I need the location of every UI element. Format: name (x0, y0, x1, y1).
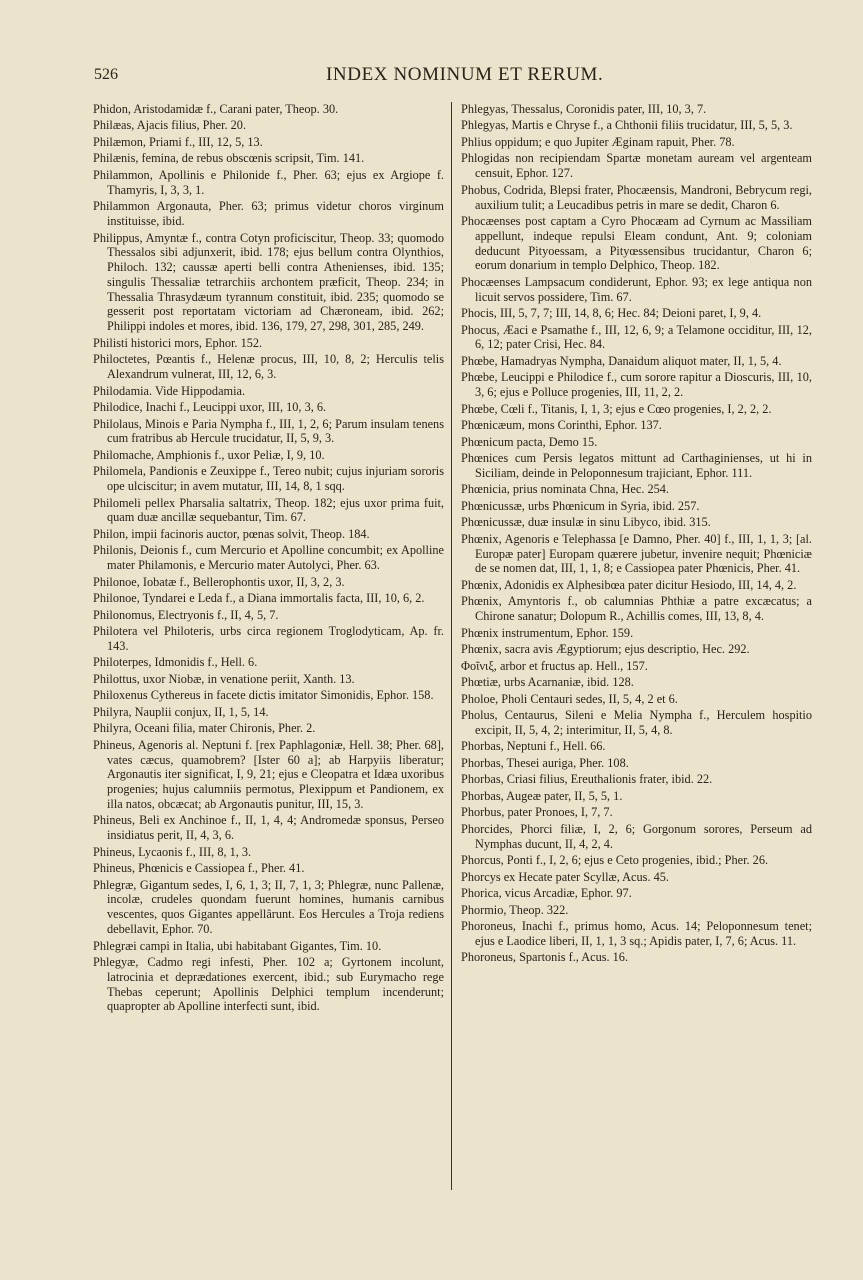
index-entry: Philomeli pellex Pharsalia saltatrix, Theop. 182; ejus uxor prima fuit, quam duæ ancillæ sequebantur, Tim. 67. (93, 495, 444, 525)
index-entry: Phœnix, Amyntoris f., ob calumnias Phthiæ a patre excæcatus; a Chirone sanatur; Dolopum R., Achillis comes, III, 13, 8, 4. (461, 594, 812, 624)
index-entry: Philisti historici mors, Ephor. 152. (93, 335, 263, 350)
index-entry: Phidon, Aristodamidæ f., Carani pater, Theop. 30. (93, 102, 339, 116)
index-entry: Phlegyas, Martis e Chryse f., a Chthonii filiis trucidatur, III, 5, 5, 3. (461, 118, 793, 133)
index-entry: Phœbe, Cœli f., Titanis, I, 1, 3; ejus e Cœo progenies, I, 2, 2, 2. (461, 401, 772, 416)
index-entry: Philodice, Inachi f., Leucippi uxor, III, 10, 3, 6. (93, 400, 327, 415)
index-entry: Philoterpes, Idmonidis f., Hell. 6. (93, 655, 258, 670)
index-entry: Philonomus, Electryonis f., II, 4, 5, 7. (93, 607, 279, 622)
index-entry: Phœtiæ, urbs Acarnaniæ, ibid. 128. (461, 675, 634, 690)
index-entry: Pholoe, Pholi Centauri sedes, II, 5, 4, 2 et 6. (461, 691, 678, 706)
index-entry: Philæas, Ajacis filius, Pher. 20. (93, 118, 247, 133)
index-entry: Philæmon, Priami f., III, 12, 5, 13. (93, 134, 263, 149)
index-entry: Philammon Argonauta, Pher. 63; primus videtur choros virginum instituisse, ibid. (93, 199, 444, 229)
index-entry: Phœnix, Adonidis ex Alphesibœa pater dicitur Hesiodo, III, 14, 4, 2. (461, 577, 797, 592)
index-entry: Philon, impii facinoris auctor, pœnas solvit, Theop. 184. (93, 526, 370, 541)
page-number: 526 (94, 66, 118, 83)
index-entry: Phocæenses post captam a Cyro Phocæam ad Cyrnum ac Massiliam appellunt, indeque repulsi Eleam condunt, Ant. 9; coloniam deducunt Pityoessam, a Pityœssensibus trucidantur, Charon 6; eorum donarium in templo Delphico, Theop. 182. (461, 214, 812, 273)
index-entry: Phineus, Agenoris al. Neptuni f. [rex Paphlagoniæ, Hell. 38; Pher. 68], vates cæcus, quamobrem? [Ister 60 a]; ab Harpyiis liberatur; Argonautis iter significat, I, 9, 21; ejus e Cleopatra et Idæa uxoribus progenies; hujus calumniis permotus, Plexippum et Pandionem, ex illa natos, obcæcat; ab Argonautis punitur, III, 15, 3. (93, 737, 444, 811)
index-entry: Phorcides, Phorci filiæ, I, 2, 6; Gorgonum sorores, Perseum ad Nymphas ducunt, II, 4, 2, 4. (461, 821, 812, 851)
index-entry: Phœnix, Agenoris e Telephassa [e Damno, Pher. 40] f., III, 1, 1, 3; [al. Europæ pater] Europam quærere jubetur, invenire nequit; Phœniciæ de se nomen dat, III, 1, 1, 8; e Cassiopea pater Phœnicis, Pher. 41. (461, 531, 812, 576)
right-column (461, 102, 812, 967)
index-entry: Phorbas, Neptuni f., Hell. 66. (461, 739, 606, 754)
index-entry: Phorbus, pater Pronoes, I, 7, 7. (461, 805, 613, 820)
index-entry: Phlegræi campi in Italia, ubi habitabant Gigantes, Tim. 10. (93, 938, 382, 953)
index-entry: Phoroneus, Spartonis f., Acus. 16. (461, 950, 629, 965)
index-entry: Pholus, Centaurus, Sileni e Melia Nympha f., Herculem hospitio excipit, II, 5, 4, 2; interimitur, II, 5, 4, 8. (461, 708, 812, 737)
left-column (93, 102, 444, 1016)
index-entry: Phœnicussæ, duæ insulæ in sinu Libyco, ibid. 315. (461, 515, 711, 530)
index-entry: Philænis, femina, de rebus obscœnis scripsit, Tim. 141. (93, 151, 365, 166)
index-entry: Philonoe, Tyndarei e Leda f., a Diana immortalis facta, III, 10, 6, 2. (93, 591, 425, 606)
index-entry: Philyra, Oceani filia, mater Chironis, Pher. 2. (93, 721, 316, 736)
index-entry: Phœnicussæ, urbs Phœnicum in Syria, ibid. 257. (461, 498, 700, 513)
index-entry: Phorcys ex Hecate pater Scyllæ, Acus. 45. (461, 869, 669, 884)
index-entry: Philodamia. Vide Hippodamia. (93, 383, 246, 398)
index-entry: Phlegyas, Thessalus, Coronidis pater, III, 10, 3, 7. (461, 102, 707, 116)
index-entry: Phœnix instrumentum, Ephor. 159. (461, 625, 634, 640)
index-entry: Phœnicæum, mons Corinthi, Ephor. 137. (461, 418, 662, 433)
index-entry: Phoroneus, Inachi f., primus homo, Acus. 14; Peloponnesum tenet; ejus e Laodice liberi, II, 1, 1, 3 sq.; Apidis pater, I, 7, 6; Acus. 11. (461, 919, 812, 948)
index-entry: Phlegyæ, Cadmo regi infesti, Pher. 102 a; Gyrtonem incolunt, latrocinia et deprædationes exercent, ibid.; sub Eurymacho rege Thebas ceperunt; Apollinis Delphici templum incenderunt; quapropter ab Apolline interfecti sunt, ibid. (93, 955, 444, 1014)
index-entry: Philomache, Amphionis f., uxor Peliæ, I, 9, 10. (93, 447, 325, 462)
index-entry: Philolaus, Minois e Paria Nympha f., III, 1, 2, 6; Parum insulam tenens cum fratribus ab Hercule trucidatur, II, 5, 9, 3. (93, 416, 444, 446)
index-entry: Phorbas, Criasi filius, Ereuthalionis frater, ibid. 22. (461, 772, 713, 787)
index-entry: Philammon, Apollinis e Philonide f., Pher. 63; ejus ex Argiope f. Thamyris, I, 3, 3, 1. (93, 167, 444, 197)
index-entry: Phineus, Lycaonis f., III, 8, 1, 3. (93, 844, 252, 859)
index-entry: Phobus, Codrida, Blepsi frater, Phocæensis, Mandroni, Bebrycum regi, auxilium tulit; a Leucadibus petris in mare se dedit, Charon 6. (461, 182, 812, 212)
index-entry: Phlogidas non recipiendam Spartæ monetam auream vel argenteam censuit, Ephor. 127. (461, 151, 812, 181)
index-entry: Phineus, Phœnicis e Cassiopea f., Pher. 41. (93, 861, 305, 876)
index-entry: Philottus, uxor Niobæ, in venatione periit, Xanth. 13. (93, 671, 355, 686)
index-entry: Phœnix, sacra avis Ægyptiorum; ejus descriptio, Hec. 292. (461, 642, 750, 657)
index-entry: Phocis, III, 5, 7, 7; III, 14, 8, 6; Hec. 84; Deioni paret, I, 9, 4. (461, 306, 762, 321)
column-divider (451, 102, 452, 1190)
index-entry: Philomela, Pandionis e Zeuxippe f., Tereo nubit; cujus injuriam sororis ope ulciscitur; in avem mutatur, III, 14, 8, 1 sqq. (93, 464, 444, 494)
index-entry: Phocus, Æaci e Psamathe f., III, 12, 6, 9; a Telamone occiditur, III, 12, 6, 12; pater Crisi, Hec. 84. (461, 322, 812, 352)
index-entry: Φοῖνιξ, arbor et fructus ap. Hell., 157. (461, 658, 648, 673)
index-entry: Phorbas, Augeæ pater, II, 5, 5, 1. (461, 788, 623, 803)
index-entry: Philonis, Deionis f., cum Mercurio et Apolline concumbit; ex Apolline mater Philamonis, e Mercurio mater Autolyci, Pher. 63. (93, 543, 444, 573)
index-entry: Phorica, vicus Arcadiæ, Ephor. 97. (461, 886, 632, 901)
index-entry: Phœbe, Hamadryas Nympha, Danaidum aliquot mater, II, 1, 5, 4. (461, 353, 782, 368)
index-entry: Phorbas, Thesei auriga, Pher. 108. (461, 755, 629, 770)
running-title: INDEX NOMINUM ET RERUM. (326, 64, 604, 85)
index-entry: Philippus, Amyntæ f., contra Cotyn proficiscitur, Theop. 33; quomodo Thessalos sibi adjunxerit, ibid. 178; ejus bellum contra Olynthios, Philoch. 132; caussæ aperti belli contra Athenienses, ibid. 135; singulis Thessaliæ tetrarchiis archontem præficit, Theop. 234; in Thessalia Thrasydæum tyrannum constituit, ibid. 235; quomodo se gesserit post reportatam victoriam ad Chæroneam, ibid. 262; Philippi indoles et mores, ibid. 136, 179, 27, 298, 301, 285, 249. (93, 230, 444, 334)
index-entry: Phœnicia, prius nominata Chna, Hec. 254. (461, 482, 669, 497)
index-entry: Phlius oppidum; e quo Jupiter Æginam rapuit, Pher. 78. (461, 134, 735, 149)
index-entry: Philoctetes, Pœantis f., Helenæ procus, III, 10, 8, 2; Herculis telis Alexandrum vulnerat, III, 12, 6, 3. (93, 352, 444, 382)
index-entry: Phlegræ, Gigantum sedes, I, 6, 1, 3; II, 7, 1, 3; Phlegræ, nunc Pallenæ, incolæ, crudeles quondam fuerunt homines, humanis carnibus vescentes, quos Gigantes appellârunt. Eos Hercules a Troja rediens debellavit, Ephor. 70. (93, 877, 444, 937)
index-entry: Phineus, Beli ex Anchinoe f., II, 1, 4, 4; Andromedæ sponsus, Perseo insidiatus perit, II, 4, 3, 6. (93, 813, 444, 843)
index-entry: Philonoe, Iobatæ f., Bellerophontis uxor, II, 3, 2, 3. (93, 574, 345, 589)
index-entry: Phœnicum pacta, Demo 15. (461, 434, 598, 449)
index-entry: Phormio, Theop. 322. (461, 902, 569, 917)
index-entry: Phœnices cum Persis legatos mittunt ad Carthaginienses, ut hi in Siciliam, deinde in Peloponnesum trajiciant, Ephor. 111. (461, 451, 812, 480)
index-entry: Phocæenses Lampsacum condiderunt, Ephor. 93; ex lege antiqua non licuit servos possidere, Tim. 67. (461, 274, 812, 304)
index-entry: Philotera vel Philoteris, urbs circa regionem Troglodyticam, Ap. fr. 143. (93, 624, 444, 653)
index-entry: Philoxenus Cythereus in facete dictis imitator Simonidis, Ephor. 158. (93, 688, 434, 703)
index-entry: Phœbe, Leucippi e Philodice f., cum sorore rapitur a Dioscuris, III, 10, 3, 6; ejus e Polluce progenies, III, 11, 2, 2. (461, 370, 812, 400)
index-entry: Philyra, Nauplii conjux, II, 1, 5, 14. (93, 704, 269, 719)
index-entry: Phorcus, Ponti f., I, 2, 6; ejus e Ceto progenies, ibid.; Pher. 26. (461, 853, 769, 868)
